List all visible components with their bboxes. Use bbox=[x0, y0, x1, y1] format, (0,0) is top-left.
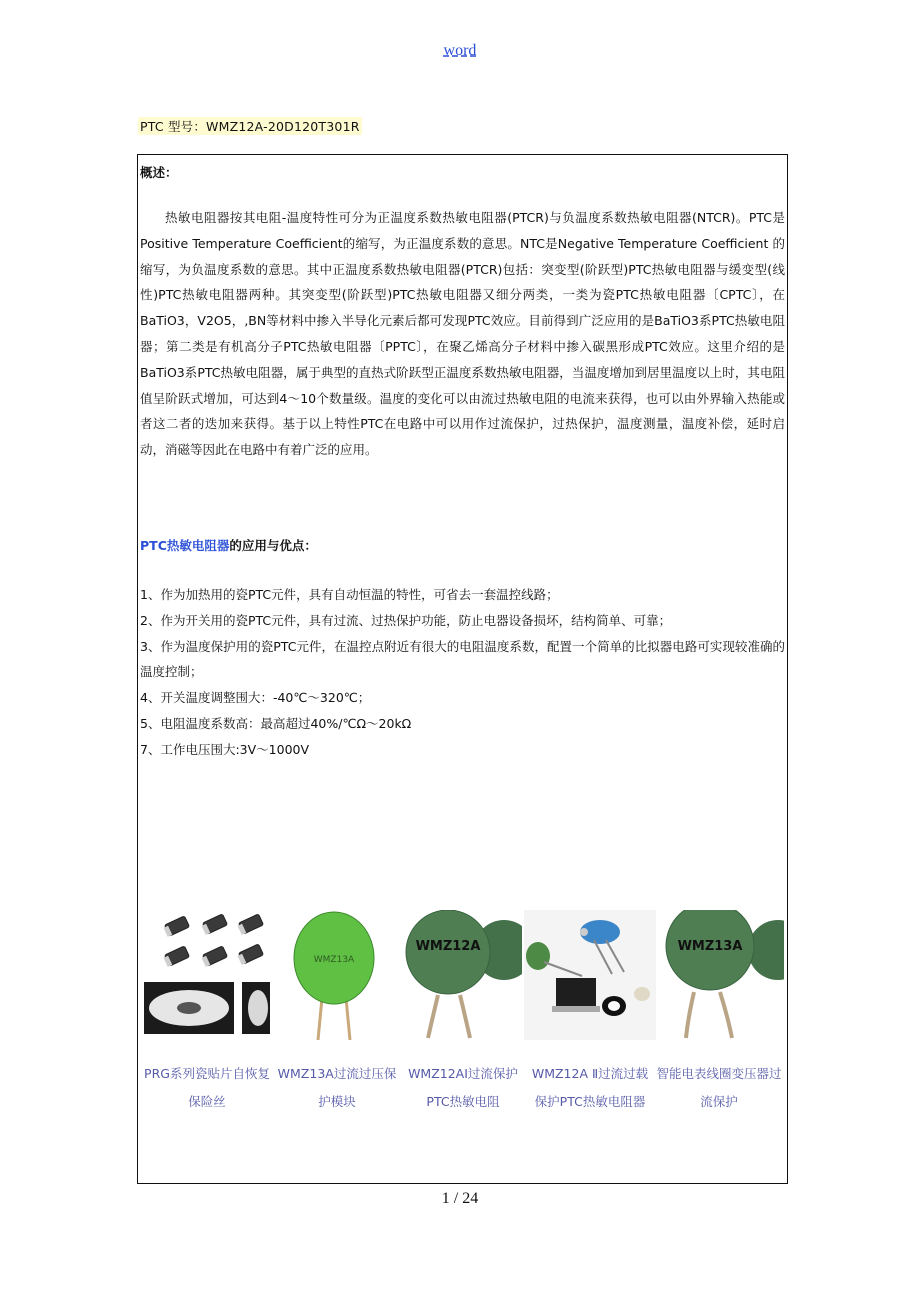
smd-fuse-image[interactable] bbox=[144, 910, 272, 1040]
page-number: 1 / 24 bbox=[441, 1190, 479, 1207]
product-caption-wmz13a[interactable]: WMZ13A过流过压保护模块 bbox=[277, 1066, 397, 1109]
list-item: 7、工作电压围大:3V～1000V bbox=[140, 741, 310, 757]
header-word-link[interactable]: word bbox=[443, 42, 477, 59]
list-item: 5、电阻温度系数高：最高超过40%/℃Ω～20kΩ bbox=[140, 715, 412, 731]
disc-label: WMZ13A bbox=[313, 955, 355, 965]
applications-title-link[interactable]: PTC热敏电阻器 bbox=[140, 538, 230, 553]
product-caption-meter[interactable]: 智能电表线圈变压器过流保护 bbox=[656, 1066, 782, 1109]
wmz13a-green-disc-image[interactable] bbox=[274, 910, 396, 1040]
list-item: 2、作为开关用的瓷PTC元件，具有过流、过热保护功能，防止电器设备损坏，结构简单、可靠； bbox=[140, 612, 672, 628]
wmz13a-large-disc-image[interactable] bbox=[658, 910, 784, 1040]
disc-label: WMZ13A bbox=[677, 939, 743, 954]
applications-title bbox=[140, 536, 317, 554]
product-caption-wmz12a-1[interactable]: WMZ12AⅠ过流保护PTC热敏电阻 bbox=[408, 1066, 518, 1109]
overview-paragraph: 热敏电阻器按其电阻-温度特性可分为正温度系数热敏电阻器(PTCR)与负温度系数热敏电阻器(NTCR)。PTC是Positive Temperature Coefficient的缩写，为正温度系数的意思。NTC是Negative Temperature Coefficient 的缩写，为负温度系数的意思。其中正温度系数热敏电阻器(PTCR)包括：突变型(阶跃型)PTC热敏电阻器与缓变型(线性)PTC热敏电阻器两种。其突变型(阶跃型)PTC热敏电阻器又细分两类，一类为瓷PTC热敏电阻器〔CPTC〕，在BaTiO3，V2O5，,BN等材料中掺入半导化元素后都可发现PTC效应。目前得到广泛应用的是BaTiO3系PTC热敏电阻器；第二类是有机高分子PTC热敏电阻器〔PPTC〕，在聚乙烯高分子材料中掺入碳黑形成PTC效应。这里介绍的是BaTiO3系PTC热敏电阻器，属于典型的直热式阶跃型正温度系数热敏电阻器，当温度增加到居里温度以上时，其电阻值呈阶跃式增加，可达到4～10个数量级。温度的变化可以由流过热敏电阻的电流来获得，也可以由外界输入热能或者这二者的迭加来获得。基于以上特性PTC在电路中可以用作过流保护，过热保护，温度测量，温度补偿，延时启动，消磁等因此在电路中有着广泛的应用。 bbox=[140, 210, 785, 458]
product-caption-prg[interactable]: PRG系列瓷贴片自恢复保险丝 bbox=[144, 1066, 270, 1109]
product-images-row bbox=[144, 910, 784, 1040]
model-number-line: PTC 型号：WMZ12A-20D120T301R bbox=[140, 119, 360, 134]
list-item: 4、开关温度调整围大：-40℃～320℃； bbox=[140, 690, 371, 706]
list-item: 1、作为加热用的瓷PTC元件，具有自动恒温的特性，可省去一套温控线路； bbox=[140, 587, 559, 602]
list-item: 3、作为温度保护用的瓷PTC元件，在温控点附近有很大的电阻温度系数，配置一个简单的比拟器电路可实现较准确的温度控制； bbox=[140, 638, 785, 680]
applications-title-rest: 的应用与优点： bbox=[229, 538, 317, 553]
assorted-ptc-components-image[interactable] bbox=[524, 910, 656, 1040]
applications-list bbox=[140, 582, 785, 763]
disc-label: WMZ12A bbox=[415, 939, 481, 954]
product-caption-wmz12a-2[interactable]: WMZ12A Ⅱ过流过载保护PTC热敏电阻器 bbox=[531, 1066, 649, 1109]
wmz12a-disc-image[interactable] bbox=[398, 910, 522, 1040]
content-table-frame bbox=[137, 154, 788, 1184]
overview-title: 概述： bbox=[140, 165, 178, 180]
